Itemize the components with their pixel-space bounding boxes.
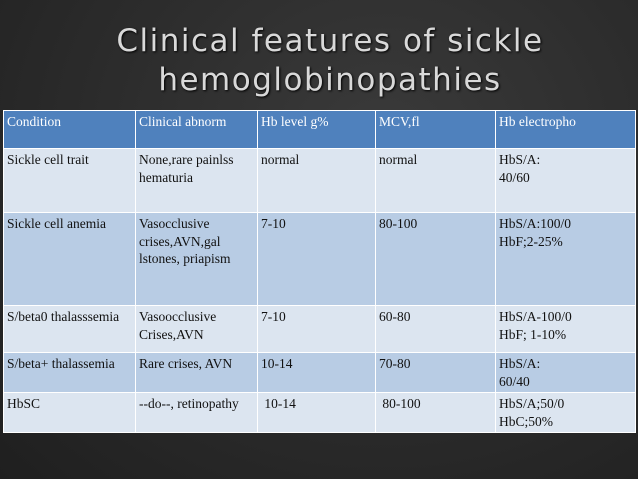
header-clinical: Clinical abnorm xyxy=(136,111,258,149)
table-header-row xyxy=(4,111,636,149)
cell-condition: HbSC xyxy=(4,393,136,433)
cell-hb-level: 10-14 xyxy=(258,353,376,393)
cell-mcv: 80-100 xyxy=(376,393,496,433)
features-table xyxy=(3,110,636,433)
cell-electrophoresis: HbS/A-100/0 HbF; 1-10% xyxy=(496,306,636,353)
table-row xyxy=(4,149,636,213)
cell-electrophoresis: HbS/A: 60/40 xyxy=(496,353,636,393)
cell-clinical: Rare crises, AVN xyxy=(136,353,258,393)
cell-mcv: 60-80 xyxy=(376,306,496,353)
cell-clinical: Vasocclusive crises,AVN,gal lstones, priapism xyxy=(136,213,258,306)
cell-clinical: None,rare painlss hematuria xyxy=(136,149,258,213)
cell-hb-level: 10-14 xyxy=(258,393,376,433)
cell-condition: S/beta0 thalasssemia xyxy=(4,306,136,353)
cell-hb-level: 7-10 xyxy=(258,306,376,353)
cell-condition: Sickle cell trait xyxy=(4,149,136,213)
slide-title xyxy=(40,22,620,100)
cell-clinical: --do--, retinopathy xyxy=(136,393,258,433)
table-row xyxy=(4,306,636,353)
title-line-2: hemoglobinopathies xyxy=(158,62,502,98)
cell-electrophoresis: HbS/A:100/0 HbF;2-25% xyxy=(496,213,636,306)
cell-electrophoresis: HbS/A: 40/60 xyxy=(496,149,636,213)
cell-hb-level: 7-10 xyxy=(258,213,376,306)
header-condition: Condition xyxy=(4,111,136,149)
header-mcv: MCV,fl xyxy=(376,111,496,149)
cell-clinical: Vasoocclusive Crises,AVN xyxy=(136,306,258,353)
header-hb-level: Hb level g% xyxy=(258,111,376,149)
cell-electrophoresis: HbS/A;50/0 HbC;50% xyxy=(496,393,636,433)
table-row xyxy=(4,393,636,433)
table-row xyxy=(4,353,636,393)
cell-condition: S/beta+ thalassemia xyxy=(4,353,136,393)
cell-condition: Sickle cell anemia xyxy=(4,213,136,306)
table-row xyxy=(4,213,636,306)
cell-hb-level: normal xyxy=(258,149,376,213)
cell-mcv: normal xyxy=(376,149,496,213)
header-electrophoresis: Hb electropho xyxy=(496,111,636,149)
title-line-1: Clinical features of sickle xyxy=(116,23,544,59)
cell-mcv: 80-100 xyxy=(376,213,496,306)
cell-mcv: 70-80 xyxy=(376,353,496,393)
